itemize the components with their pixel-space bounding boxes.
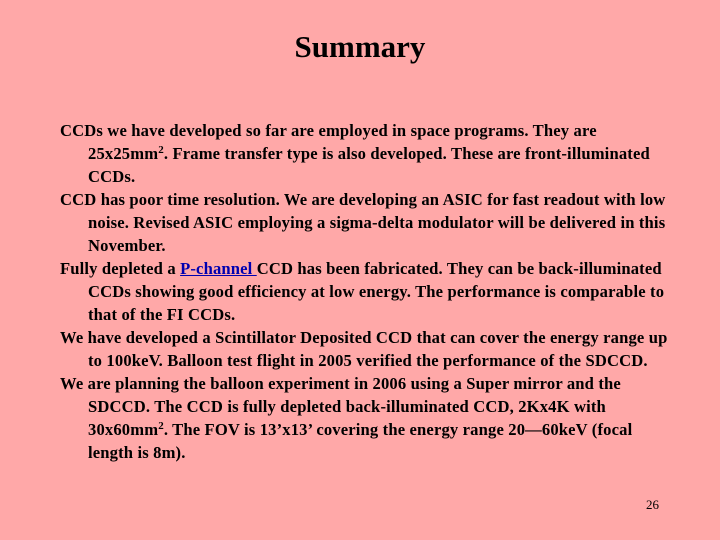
text-segment: Fully depleted a [60, 259, 181, 278]
bullet-sdccd: We have developed a Scintillator Deposited CCD that can cover the energy range up to 100keV. Balloon test flight in 2005 verified the performance of the SDCCD. [60, 328, 668, 370]
text-segment: CCD has been fabricated. They can be back-illuminated CCDs showing good efficiency at low energy. The performance is comparable to that of the FI CCDs. [88, 259, 665, 324]
bullet-p-channel-ccd [60, 257, 668, 326]
text-segment: CCDs we have developed so far are employed in space programs. They are 25x25mm [60, 121, 597, 163]
bullet-ccd-space-programs [60, 119, 668, 188]
superscript: 2 [158, 144, 164, 156]
superscript: 2 [158, 420, 164, 432]
slide-title: Summary [294, 29, 426, 64]
page-number: 26 [646, 497, 659, 512]
bullet-asic-development: CCD has poor time resolution. We are developing an ASIC for fast readout with low noise. Revised ASIC employing a sigma-delta modulator will be delivered in this November. [60, 190, 666, 255]
p-channel-link[interactable]: P-channel [180, 259, 257, 278]
text-segment: . Frame transfer type is also developed. These are front-illuminated CCDs. [88, 144, 650, 186]
text-segment: We are planning the balloon experiment in 2006 using a Super mirror and the SDCCD. The CCD is fully depleted back-illuminated CCD, 2Kx4K with 30x60mm [60, 374, 621, 439]
slide-body [60, 119, 668, 464]
bullet-balloon-experiment [60, 372, 668, 464]
text-segment: . The FOV is 13’x13’ covering the energy range 20—60keV (focal length is 8m). [88, 420, 633, 462]
